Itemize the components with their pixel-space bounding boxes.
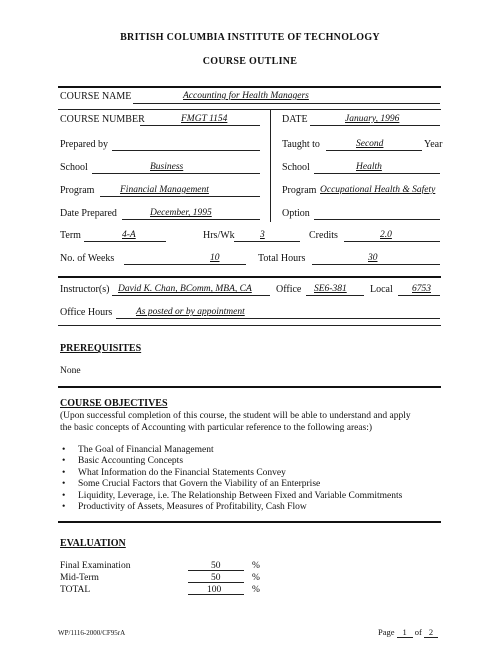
list-item: • What Information do the Financial Statements Convey — [62, 468, 402, 479]
school-left-line — [92, 173, 260, 174]
list-item: • Some Crucial Factors that Govern the Viability of an Enterprise — [62, 479, 402, 490]
office-hours-label: Office Hours — [60, 307, 113, 318]
school-right-label: School — [282, 162, 310, 173]
date-prepared-line — [122, 219, 260, 220]
eval-unit-final: % — [252, 561, 260, 571]
eval-label-midterm: Mid-Term — [60, 573, 99, 583]
divider-5 — [58, 386, 441, 388]
eval-value-final: 50 — [211, 561, 221, 571]
school-right-line — [314, 173, 440, 174]
term-line — [84, 241, 166, 242]
date-line — [310, 125, 440, 126]
course-number-line — [140, 125, 260, 126]
total-hours-value: 30 — [368, 253, 378, 263]
hrs-wk-label: Hrs/Wk — [203, 230, 235, 241]
weeks-line — [124, 264, 246, 265]
divider-4 — [58, 325, 441, 326]
prerequisites-heading: PREREQUISITES — [60, 343, 142, 354]
course-number-label: COURSE NUMBER — [60, 114, 145, 125]
evaluation-heading: EVALUATION — [60, 538, 126, 549]
term-value: 4-A — [122, 230, 136, 240]
page-of-label: of — [414, 627, 422, 637]
program-right-label: Program — [282, 185, 317, 196]
divider-3 — [58, 276, 441, 278]
total-hours-label: Total Hours — [258, 253, 306, 264]
taught-to-line — [326, 150, 422, 151]
option-line — [314, 219, 440, 220]
weeks-value: 10 — [210, 253, 220, 263]
eval-line-final — [188, 570, 244, 571]
institute-name: BRITISH COLUMBIA INSTITUTE OF TECHNOLOGY — [120, 32, 380, 43]
eval-value-total: 100 — [207, 585, 222, 595]
program-left-label: Program — [60, 185, 95, 196]
term-label: Term — [60, 230, 81, 241]
eval-label-final: Final Examination — [60, 561, 131, 571]
eval-label-total: TOTAL — [60, 585, 91, 595]
course-number-value: FMGT 1154 — [181, 114, 228, 124]
credits-value: 2.0 — [380, 230, 392, 240]
eval-line-total — [188, 594, 244, 595]
page-current: 1 — [397, 627, 413, 638]
prerequisites-text: None — [60, 366, 81, 376]
eval-unit-midterm: % — [252, 573, 260, 583]
date-value: January, 1996 — [345, 114, 400, 124]
taught-to-value: Second — [356, 139, 384, 149]
date-label: DATE — [282, 114, 308, 125]
objectives-intro-2: the basic concepts of Accounting with particular reference to the following areas:) — [60, 423, 373, 433]
instructor-value: David K. Chan, BComm, MBA, CA — [118, 284, 252, 294]
local-line — [398, 295, 440, 296]
weeks-label: No. of Weeks — [60, 253, 115, 264]
eval-line-midterm — [188, 582, 244, 583]
list-item: • Liquidity, Leverage, i.e. The Relationship Between Fixed and Variable Commitments — [62, 491, 402, 502]
divider-2 — [58, 109, 441, 110]
office-hours-line — [116, 318, 440, 319]
program-left-line — [100, 196, 260, 197]
office-label: Office — [276, 284, 302, 295]
list-item: • The Goal of Financial Management — [62, 445, 402, 456]
year-label: Year — [424, 139, 443, 150]
local-label: Local — [370, 284, 393, 295]
option-label: Option — [282, 208, 310, 219]
course-name-line — [133, 103, 440, 104]
eval-value-midterm: 50 — [211, 573, 221, 583]
office-value: SE6-381 — [314, 284, 347, 294]
top-divider — [58, 86, 441, 88]
school-left-label: School — [60, 162, 88, 173]
date-prepared-value: December, 1995 — [150, 208, 212, 218]
hrs-wk-line — [234, 241, 300, 242]
objectives-list — [62, 445, 402, 513]
document-title: COURSE OUTLINE — [202, 56, 298, 67]
list-item: • Productivity of Assets, Measures of Profitability, Cash Flow — [62, 502, 402, 513]
page-total: 2 — [424, 627, 438, 638]
objectives-heading: COURSE OBJECTIVES — [60, 398, 168, 409]
course-name-value: Accounting for Health Managers — [183, 91, 309, 101]
prepared-by-line — [112, 150, 260, 151]
credits-label: Credits — [309, 230, 338, 241]
local-value: 6753 — [412, 284, 431, 294]
instructor-line — [112, 295, 270, 296]
office-line — [306, 295, 364, 296]
divider-6 — [58, 521, 441, 523]
page-label: Page — [378, 627, 395, 637]
eval-unit-total: % — [252, 585, 260, 595]
office-hours-value: As posted or by appointment — [136, 307, 245, 317]
column-divider — [270, 110, 271, 222]
prepared-by-label: Prepared by — [60, 139, 109, 150]
course-name-label: COURSE NAME — [60, 91, 132, 102]
school-right-value: Health — [356, 162, 382, 172]
page-number — [378, 627, 438, 638]
instructor-label: Instructor(s) — [60, 284, 110, 295]
hrs-wk-value: 3 — [260, 230, 265, 240]
objectives-intro-1: (Upon successful completion of this course, the student will be able to understand and apply — [60, 411, 411, 421]
footer-code: WP/1116-2000/CF95rA — [58, 629, 126, 637]
school-left-value: Business — [150, 162, 184, 172]
taught-to-label: Taught to — [282, 139, 320, 150]
list-item: • Basic Accounting Concepts — [62, 456, 402, 467]
credits-line — [344, 241, 440, 242]
program-left-value: Financial Management — [120, 185, 209, 195]
total-hours-line — [312, 264, 440, 265]
program-right-value: Occupational Health & Safety — [320, 185, 436, 195]
date-prepared-label: Date Prepared — [60, 208, 117, 219]
